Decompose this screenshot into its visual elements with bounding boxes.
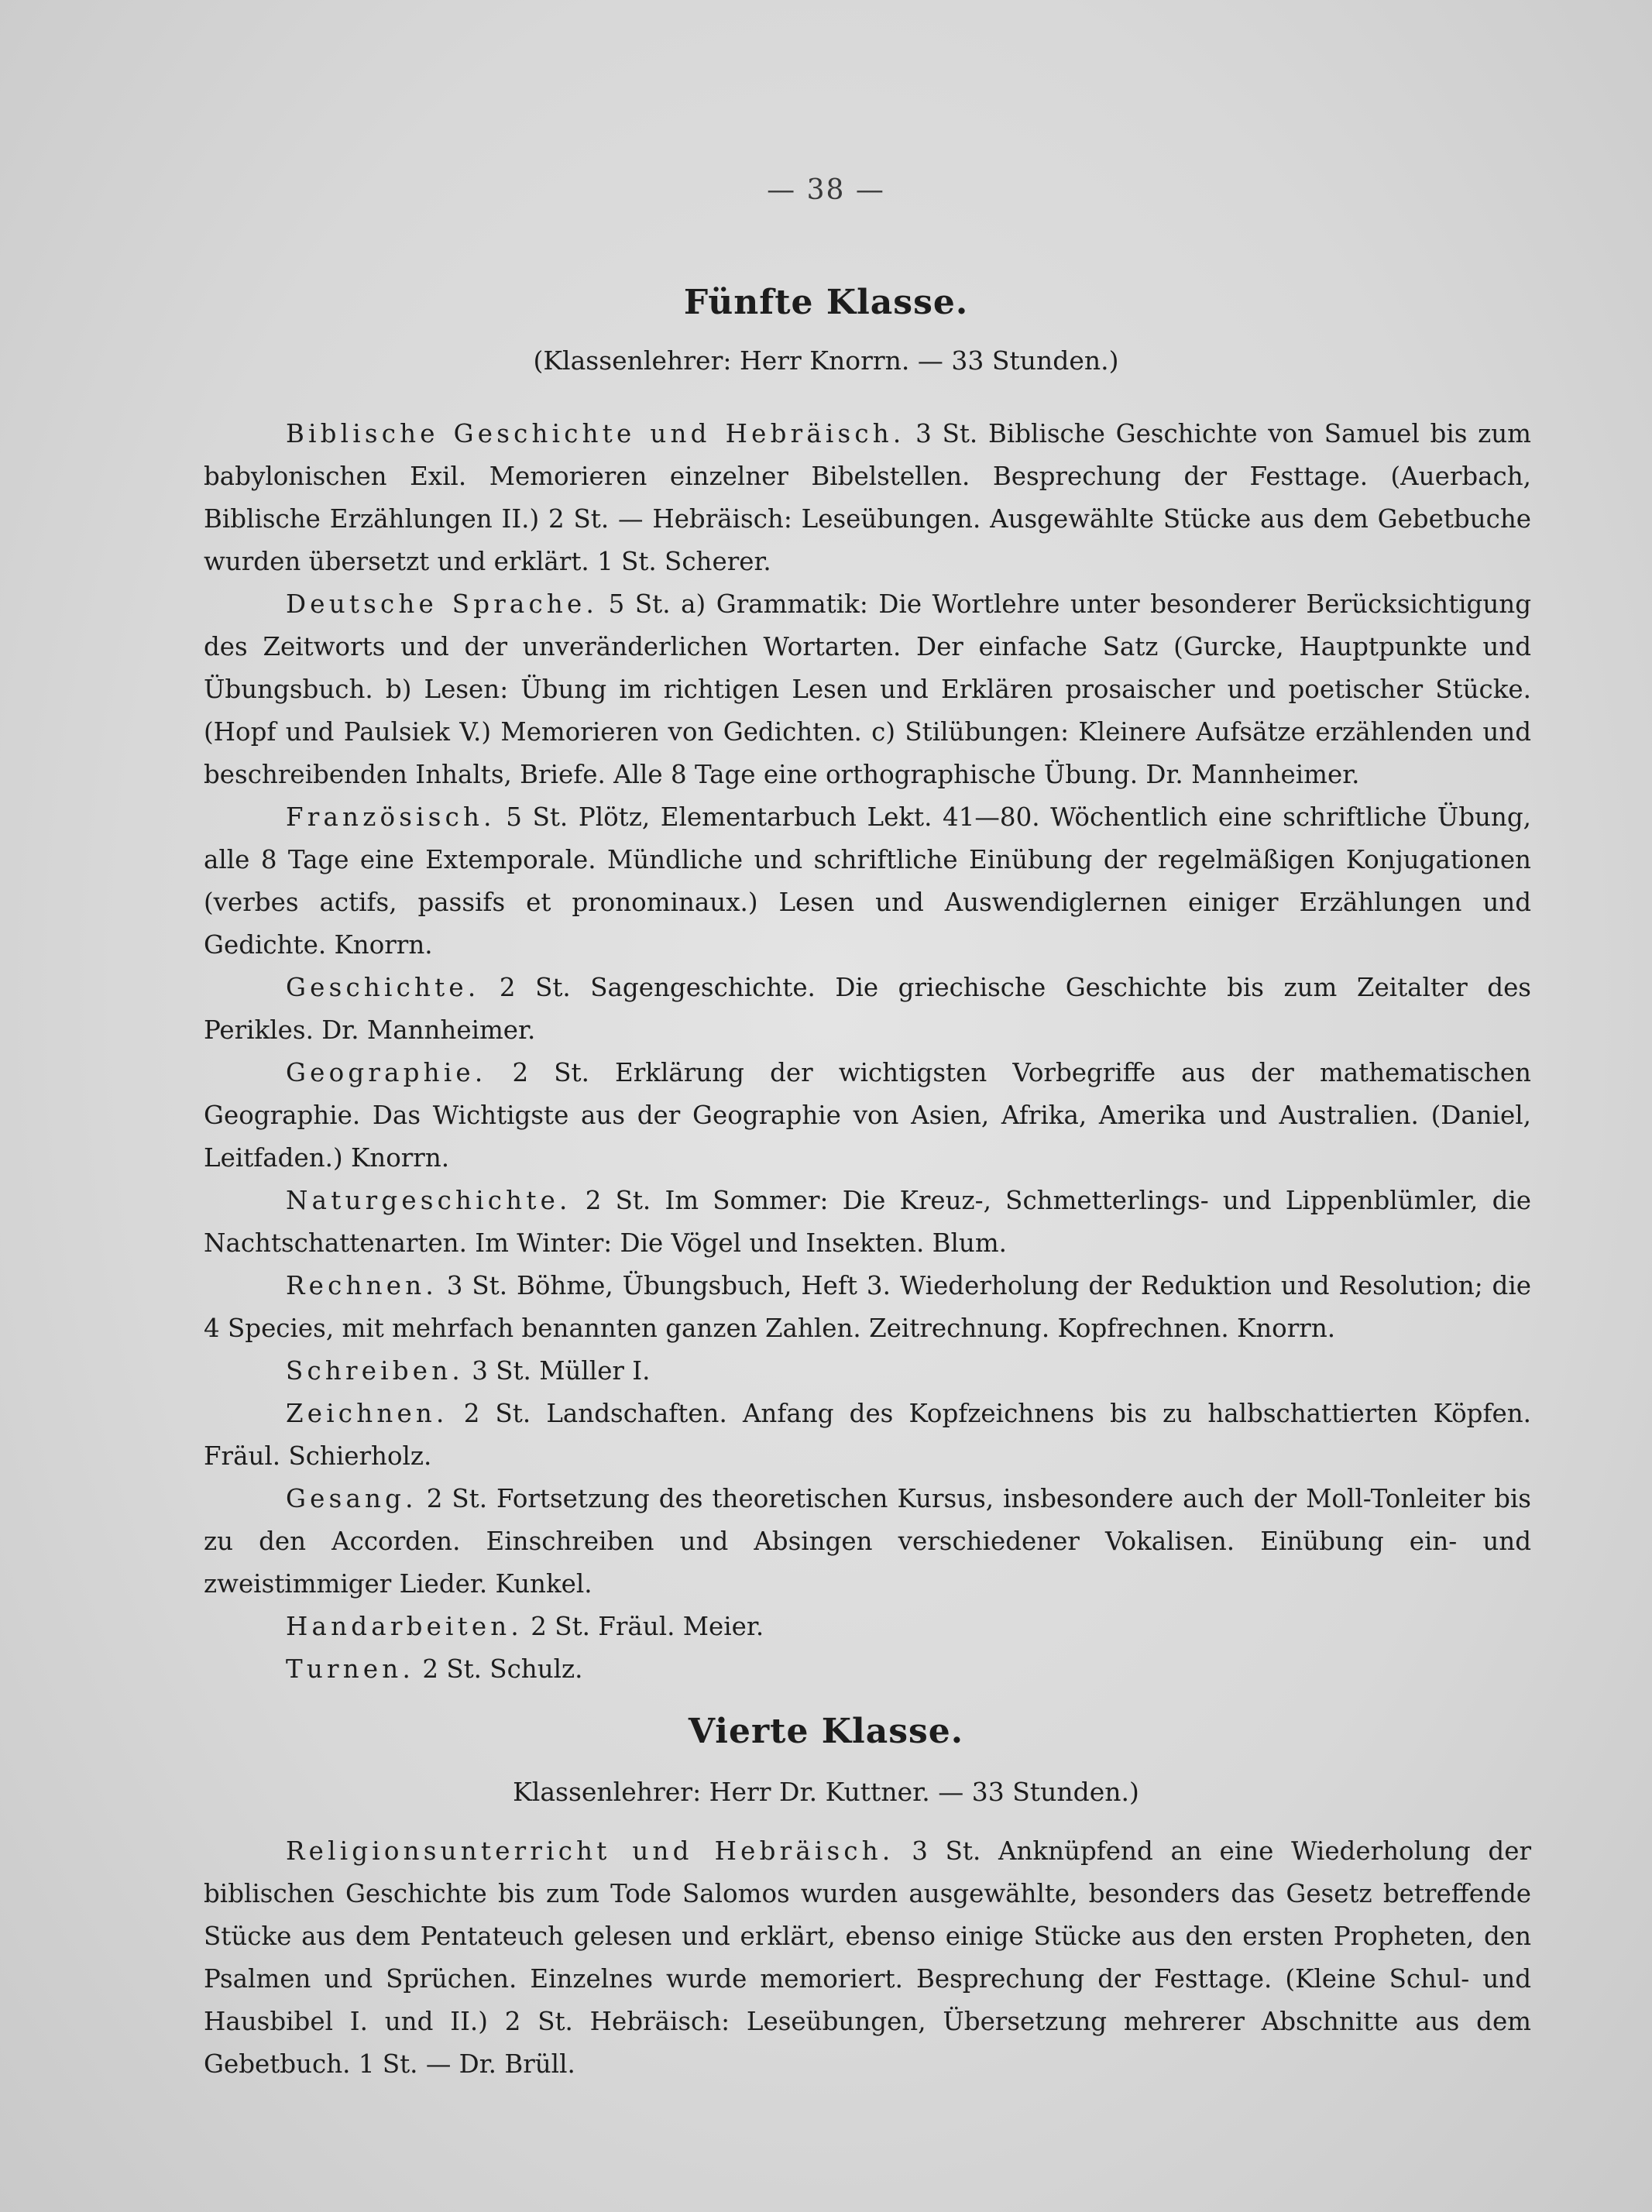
- subject-text: 2 St. Fortsetzung des theoretischen Kursus, insbesondere auch der Moll-Tonleiter bis zu den Accorden. Einschreiben und Absingen verschiedener Vokalisen. Einübung ein- und zweistimmiger Lieder. Kunkel.: [204, 1484, 1531, 1599]
- subject-heading: Handarbeiten.: [286, 1612, 523, 1641]
- subject-heading: Französisch.: [286, 802, 496, 832]
- section-subtitle-vierte-klasse: Klassenlehrer: Herr Dr. Kuttner. — 33 Stunden.): [513, 1777, 1139, 1807]
- subject-text: 2 St. Landschaften. Anfang des Kopfzeichnens bis zu halbschattierten Köpfen. Fräul. Schierholz.: [204, 1399, 1531, 1471]
- subject-heading: Naturgeschichte.: [286, 1186, 572, 1215]
- section-subtitle-fuenfte-klasse: (Klassenlehrer: Herr Knorrn. — 33 Stunden.): [533, 345, 1119, 376]
- subject-paragraph: [204, 583, 1531, 796]
- subject-text: 3 St. Müller I.: [463, 1356, 651, 1386]
- subject-paragraph: [204, 1052, 1531, 1180]
- subject-text: 2 St. Erklärung der wichtigsten Vorbegriffe aus der mathematischen Geographie. Das Wichtigste aus der Geographie von Asien, Afrika, Amerika und Australien. (Daniel, Leitfaden.) Knorrn.: [204, 1058, 1531, 1173]
- subject-heading: Biblische Geschichte und Hebräisch.: [286, 419, 905, 448]
- subject-text: 3 St. Anknüpfend an eine Wiederholung der biblischen Geschichte bis zum Tode Salomos wurden ausgewählte, besonders das Gesetz betreffende Stücke aus dem Pentateuch gelesen und erklärt, ebenso einige Stücke aus den ersten Propheten, den Psalmen und Sprüchen. Einzelnes wurde memoriert. Besprechung der Festtage. (Kleine Schul- und Hausbibel I. und II.) 2 St. Hebräisch: Leseübungen, Übersetzung mehrerer Abschnitte aus dem Gebetbuch. 1 St. — Dr. Brüll.: [204, 1836, 1531, 2079]
- section-body-vierte-klasse: [204, 1830, 1531, 2086]
- subject-paragraph: [204, 1606, 1531, 1648]
- subject-paragraph: [204, 796, 1531, 967]
- subject-paragraph: [204, 1265, 1531, 1350]
- subject-text: 3 St. Böhme, Übungsbuch, Heft 3. Wiederholung der Reduktion und Resolution; die 4 Species, mit mehrfach benannten ganzen Zahlen. Zeitrechnung. Kopfrechnen. Knorrn.: [204, 1271, 1531, 1343]
- subject-heading: Schreiben.: [286, 1356, 464, 1386]
- subject-paragraph: [204, 1478, 1531, 1606]
- subject-text: 2 St. Fräul. Meier.: [522, 1612, 764, 1641]
- page-number: — 38 —: [767, 174, 885, 206]
- subject-paragraph: [204, 1830, 1531, 2086]
- section-title-fuenfte-klasse: Fünfte Klasse.: [683, 283, 969, 322]
- subject-text: 5 St. Plötz, Elementarbuch Lekt. 41—80. Wöchentlich eine schriftliche Übung, alle 8 Tage eine Extemporale. Mündliche und schriftliche Einübung der regelmäßigen Konjugationen (verbes actifs, passifs et pronominaux.) Lesen und Auswendiglernen einiger Erzählungen und Gedichte. Knorrn.: [204, 802, 1531, 960]
- subject-paragraph: [204, 1180, 1531, 1265]
- subject-paragraph: [204, 1393, 1531, 1478]
- subject-heading: Deutsche Sprache.: [286, 589, 599, 619]
- subject-text: 2 St. Im Sommer: Die Kreuz-, Schmetterlings- und Lippenblümler, die Nachtschattenarten. Im Winter: Die Vögel und Insekten. Blum.: [204, 1186, 1531, 1258]
- subject-heading: Geschichte.: [286, 973, 480, 1002]
- section-title-vierte-klasse: Vierte Klasse.: [688, 1712, 964, 1751]
- subject-paragraph: [204, 967, 1531, 1052]
- subject-text: 2 St. Sagengeschichte. Die griechische Geschichte bis zum Zeitalter des Perikles. Dr. Mannheimer.: [204, 973, 1531, 1045]
- subject-paragraph: [204, 413, 1531, 583]
- subject-paragraph: [204, 1350, 1531, 1393]
- subject-paragraph: [204, 1648, 1531, 1691]
- subject-heading: Zeichnen.: [286, 1399, 448, 1428]
- subject-heading: Gesang.: [286, 1484, 417, 1513]
- subject-text: 2 St. Schulz.: [414, 1654, 583, 1684]
- subject-heading: Rechnen.: [286, 1271, 438, 1300]
- subject-text: 5 St. a) Grammatik: Die Wortlehre unter besonderer Berücksichtigung des Zeitworts und der unveränderlichen Wortarten. Der einfache Satz (Gurcke, Hauptpunkte und Übungsbuch. b) Lesen: Übung im richtigen Lesen und Erklären prosaischer und poetischer Stücke. (Hopf und Paulsiek V.) Memorieren von Gedichten. c) Stilübungen: Kleinere Aufsätze erzählenden und beschreibenden Inhalts, Briefe. Alle 8 Tage eine orthographische Übung. Dr. Mannheimer.: [204, 589, 1531, 789]
- subject-heading: Geographie.: [286, 1058, 487, 1087]
- subject-heading: Turnen.: [286, 1654, 414, 1684]
- section-body-fuenfte-klasse: [204, 413, 1531, 1691]
- subject-heading: Religionsunterricht und Hebräisch.: [286, 1836, 895, 1866]
- subject-text: 3 St. Biblische Geschichte von Samuel bis zum babylonischen Exil. Memorieren einzelner Bibelstellen. Besprechung der Festtage. (Auerbach, Biblische Erzählungen II.) 2 St. — Hebräisch: Leseübungen. Ausgewählte Stücke aus dem Gebetbuche wurden übersetzt und erklärt. 1 St. Scherer.: [204, 419, 1531, 576]
